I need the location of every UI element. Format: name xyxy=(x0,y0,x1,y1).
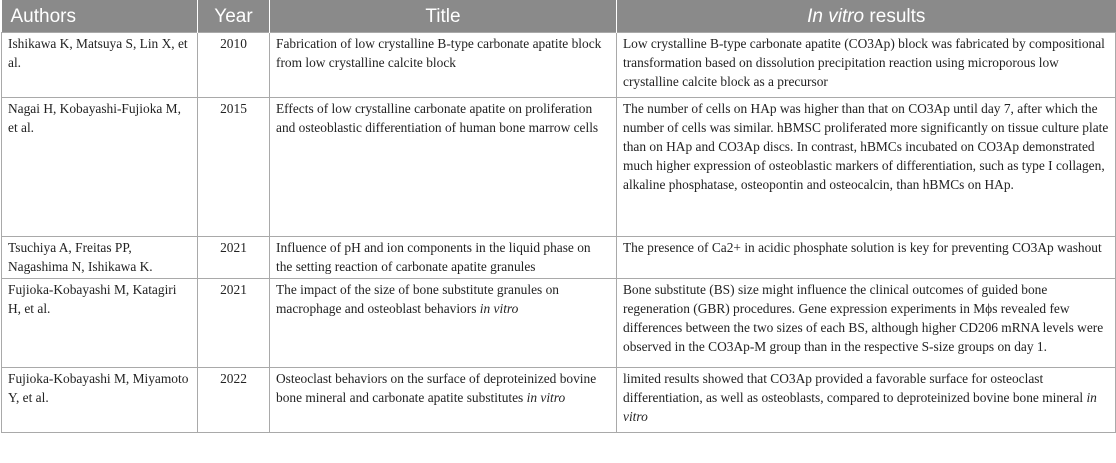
header-results-text: results xyxy=(864,5,926,27)
cell-authors: Nagai H, Kobayashi-Fujioka M, et al. xyxy=(2,98,198,237)
cell-title xyxy=(270,98,617,237)
cell-year: 2021 xyxy=(198,279,270,368)
header-results-italic: In vitro xyxy=(807,5,865,27)
cell-title xyxy=(270,368,617,433)
cell-results xyxy=(617,98,1116,237)
cell-results xyxy=(617,33,1116,98)
header-year: Year xyxy=(198,0,270,33)
cell-results-italic: in vitro xyxy=(623,390,1097,424)
cell-title-italic: in vitro xyxy=(526,390,566,405)
cell-year: 2010 xyxy=(198,33,270,98)
cell-title-text: Fabrication of low crystalline B-type carbonate apatite block from low crystalline calcite block xyxy=(276,36,602,70)
cell-results-text: limited results showed that CO3Ap provided a favorable surface for osteoclast differentiation, as well as osteoblasts, compared to deproteinized bovine bone mineral xyxy=(623,371,1087,405)
cell-year: 2021 xyxy=(198,237,270,279)
cell-title-text: Influence of pH and ion components in the liquid phase on the setting reaction of carbonate apatite granules xyxy=(276,240,591,274)
studies-table xyxy=(1,0,1116,433)
table-row xyxy=(2,279,1116,368)
cell-title-italic: in vitro xyxy=(479,301,519,316)
header-title: Title xyxy=(270,0,617,33)
cell-results xyxy=(617,279,1116,368)
cell-authors: Tsuchiya A, Freitas PP, Nagashima N, Ishikawa K. xyxy=(2,237,198,279)
cell-title-text: Effects of low crystalline carbonate apatite on proliferation and osteoblastic differentiation of human bone marrow cells xyxy=(276,101,599,135)
cell-results-text: Bone substitute (BS) size might influence the clinical outcomes of guided bone regeneration (GBR) procedures. Gene expression experiments in Mϕs revealed few differences between the two sizes of each BS, although higher CD206 mRNA levels were observed in the CO3Ap-M group than in the respective S-size groups on day 1. xyxy=(623,282,1104,354)
header-authors: Authors xyxy=(2,0,198,33)
cell-title-text: Osteoclast behaviors on the surface of deproteinized bovine bone mineral and carbonate apatite substitutes xyxy=(276,371,597,405)
cell-authors: Ishikawa K, Matsuya S, Lin X, et al. xyxy=(2,33,198,98)
table-row xyxy=(2,237,1116,279)
cell-authors: Fujioka-Kobayashi M, Katagiri H, et al. xyxy=(2,279,198,368)
table-row xyxy=(2,368,1116,433)
cell-year: 2022 xyxy=(198,368,270,433)
cell-results xyxy=(617,368,1116,433)
cell-title xyxy=(270,279,617,368)
table-row xyxy=(2,98,1116,237)
cell-results-text: The presence of Ca2+ in acidic phosphate solution is key for preventing CO3Ap washout xyxy=(623,240,1102,255)
cell-title xyxy=(270,237,617,279)
cell-year: 2015 xyxy=(198,98,270,237)
cell-results xyxy=(617,237,1116,279)
cell-title xyxy=(270,33,617,98)
header-results xyxy=(617,0,1116,33)
table-row xyxy=(2,33,1116,98)
cell-authors: Fujioka-Kobayashi M, Miyamoto Y, et al. xyxy=(2,368,198,433)
header-row xyxy=(2,0,1116,33)
cell-title-text: The impact of the size of bone substitute granules on macrophage and osteoblast behaviors xyxy=(276,282,559,316)
cell-results-text: Low crystalline B-type carbonate apatite (CO3Ap) block was fabricated by compositional transformation based on dissolution precipitation reaction using microporous low crystalline calcite block as a precursor xyxy=(623,36,1105,89)
cell-results-text: The number of cells on HAp was higher than that on CO3Ap until day 7, after which the number of cells was similar. hBMSC proliferated more significantly on tissue culture plate than on HAp and CO3Ap discs. In contrast, hBMCs incubated on CO3Ap demonstrated much higher expression of osteoblastic markers of differentiation, such as type I collagen, alkaline phosphatase, osteopontin and osteocalcin, than hBMCs on HAp. xyxy=(623,101,1109,192)
